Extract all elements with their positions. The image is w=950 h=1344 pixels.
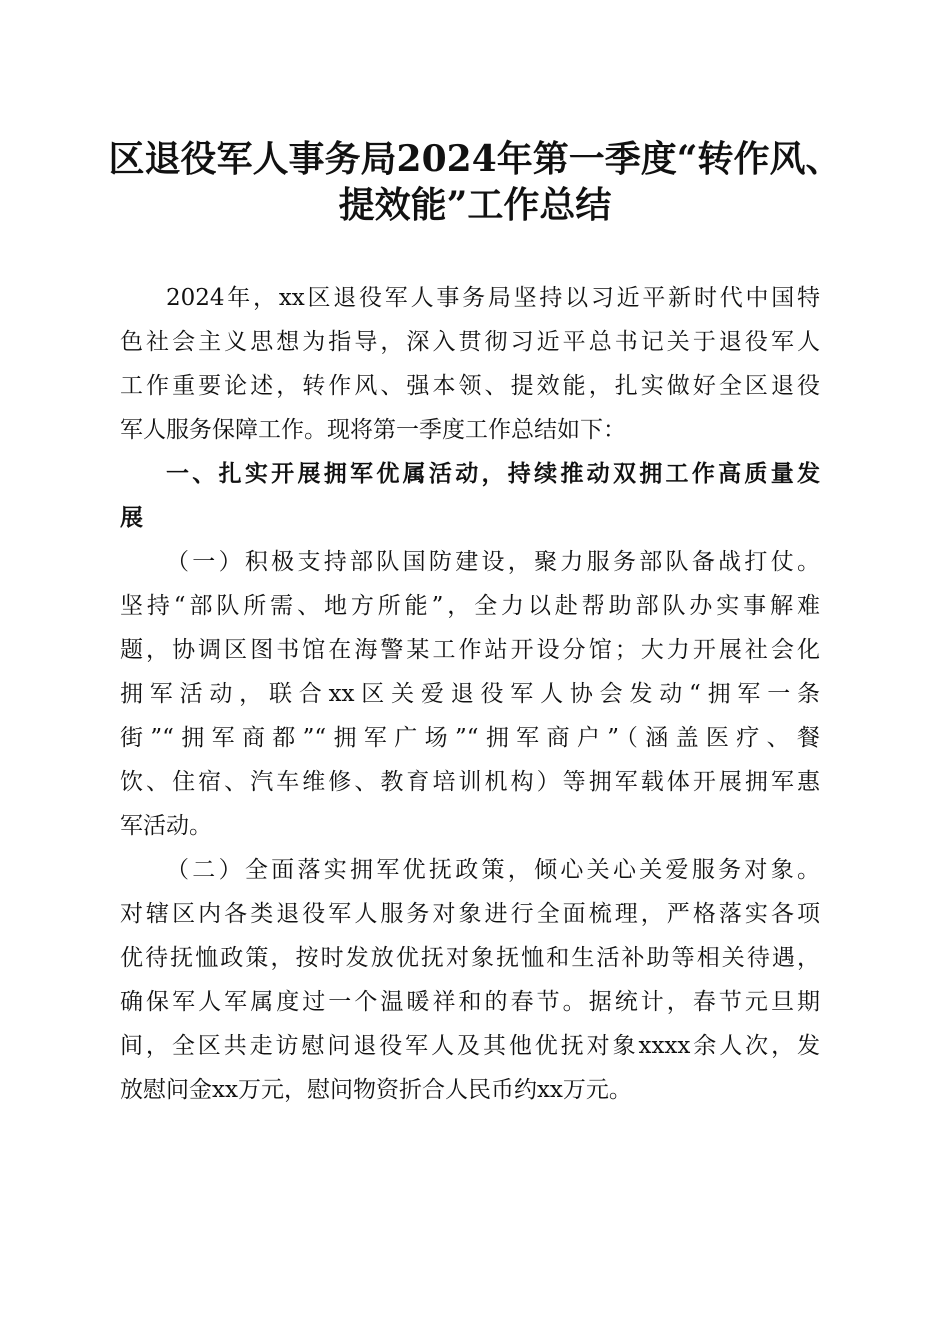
text-line: 拥军活动，联合xx区关爱退役军人协会发动“拥军一条: [120, 681, 820, 707]
text-line: 街”“拥军商都”“拥军广场”“拥军商户”（涵盖医疗、餐: [120, 725, 820, 751]
section-heading: [120, 452, 820, 540]
text-line: （一）积极支持部队国防建设，聚力服务部队备战打仗。: [166, 549, 820, 575]
text-line: 确保军人军属度过一个温暖祥和的春节。据统计，春节元旦期: [120, 989, 820, 1015]
text-line: 优待抚恤政策，按时发放优抚对象抚恤和生活补助等相关待遇，: [120, 945, 820, 971]
text-line: 放慰问金xx万元，慰问物资折合人民币约xx万元。: [120, 1077, 632, 1103]
text-line: 坚持“部队所需、地方所能”，全力以赴帮助部队办实事解难: [120, 593, 820, 619]
text-line: 军人服务保障工作。现将第一季度工作总结如下：: [120, 417, 626, 443]
text-line: 题，协调区图书馆在海警某工作站开设分馆；大力开展社会化: [120, 637, 820, 663]
title-line: 提效能”工作总结: [338, 184, 612, 226]
text-line: 对辖区内各类退役军人服务对象进行全面梳理，严格落实各项: [120, 901, 820, 927]
document-title: [100, 136, 850, 228]
text-line: 饮、住宿、汽车维修、教育培训机构）等拥军载体开展拥军惠: [120, 769, 820, 795]
text-line: 军活动。: [120, 813, 212, 839]
paragraph: [120, 540, 820, 848]
text-line: 色社会主义思想为指导，深入贯彻习近平总书记关于退役军人: [120, 329, 820, 355]
text-line: 一、扎实开展拥军优属活动，持续推动双拥工作高质量发: [166, 461, 820, 487]
document-body: [120, 276, 820, 1112]
title-line: 区退役军人事务局2024年第一季度“转作风、: [108, 138, 842, 180]
text-line: 展: [120, 505, 143, 531]
paragraph: [120, 848, 820, 1112]
text-line: （二）全面落实拥军优抚政策，倾心关心关爱服务对象。: [166, 857, 820, 883]
text-line: 工作重要论述，转作风、强本领、提效能，扎实做好全区退役: [120, 373, 820, 399]
text-line: 2024年，xx区退役军人事务局坚持以习近平新时代中国特: [166, 285, 820, 311]
text-line: 间，全区共走访慰问退役军人及其他优抚对象xxxx余人次，发: [120, 1033, 820, 1059]
paragraph: [120, 276, 820, 452]
